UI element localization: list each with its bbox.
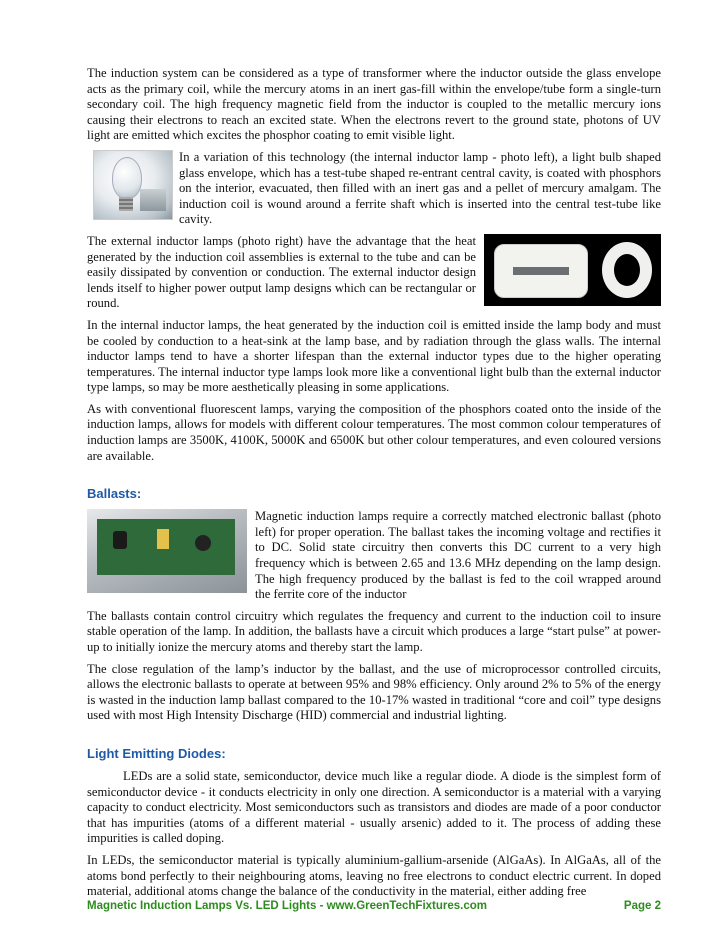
internal-inductor-lamp-photo xyxy=(93,150,173,220)
external-inductor-lamps-photo xyxy=(484,234,661,306)
page-content xyxy=(87,66,661,906)
heading-leds: Light Emitting Diodes: xyxy=(87,745,226,761)
bulb-base xyxy=(119,197,133,211)
page-footer xyxy=(87,900,661,912)
heading-ballasts: Ballasts: xyxy=(87,486,142,502)
footer-title: Magnetic Induction Lamps Vs. LED Lights - www.GreenTechFixtures.com xyxy=(87,900,488,912)
paragraph-internal-inductor: In a variation of this technology (the internal inductor lamp - photo left), a light bulb shaped glass envelope, which has a test-tube shaped re-entrant central cavity, is coated with phosphors on the interior, evacuated, then filled with an inert gas and a pellet of mercury amalgam. The induction coil is wound around a ferrite shaft which is inserted into the central test-tube like cavity. xyxy=(179,149,661,227)
paragraph-ballast-operation: Magnetic induction lamps require a correctly matched electronic ballast (photo left) for proper operation. The ballast takes the incoming voltage and rectifies it to DC. Solid state circuitry then converts this DC current to a very high frequency which is between 2.65 and 13.6 MHz depending on the lamp design. The high frequency produced by the ballast is fed to the coil wrapped around the ferrite core of the inductor xyxy=(255,509,661,602)
page-number: Page 2 xyxy=(623,900,661,912)
rectangular-lamp xyxy=(494,244,588,298)
paragraph-internal-heat: In the internal inductor lamps, the heat generated by the induction coil is emitted inside the lamp body and must be cooled by conduction to a heat-sink at the lamp base, and by radiation through the glass walls. The internal inductor lamps tend to have a shorter lifespan than the external inductor types due to the higher operating temperatures. The internal inductor type lamps look more like a conventional light bulb than the external inductor type lamps, so may be more aesthetically pleasing in some applications. xyxy=(87,317,661,395)
paragraph-led-semiconductor: In LEDs, the semiconductor material is typically aluminium-gallium-arsenide (AlGaAs). In AlGaAs, all of the atoms bond perfectly to their neighbouring atoms, leaving no free electrons to conduct electric current. In doped material, additional atoms change the balance of the conductivity in the material, either adding free xyxy=(87,852,661,899)
paragraph-induction-system: The induction system can be considered as a type of transformer where the inductor outside the glass envelope acts as the primary coil, while the mercury atoms in an inert gas-fill within the envelope/tube form a single-turn secondary coil. The high frequency magnetic field from the inductor is coupled to the metallic mercury ions causing their electrons to reach an excited state. When the electrons revert to the ground state, photons of UV light are emitted which excites the phosphor coating to emit visible light. xyxy=(87,66,661,143)
paragraph-led-intro: LEDs are a solid state, semiconductor, device much like a regular diode. A diode is the simplest form of semiconductor device - it conducts electricity in only one direction. A semiconductor is a material with a varying capacity to conduct electricity. Most semiconductors such as transistors and diodes are made of a poor conductor that has impurities (atoms of a different material - usually arsenic) added to it. The process of adding these impurities is called doping. xyxy=(87,768,661,846)
round-lamp xyxy=(602,242,652,298)
paragraph-ballast-control: The ballasts contain control circuitry which regulates the frequency and current to the induction coil to insure stable operation of the lamp. In addition, the ballasts have a circuit which produces a large “start pulse” at power-up to initially ionize the mercury atoms and thereby start the lamp. xyxy=(87,608,661,654)
paragraph-colour-temperatures: As with conventional fluorescent lamps, varying the composition of the phosphors coated onto the inside of the induction lamps, allows for models with different colour temperatures. The most common colour temperatures of induction lamps are 3500K, 4100K, 5000K and 6500K but other colour temperatures, and even coloured versions are available. xyxy=(87,401,661,463)
electronic-ballast-photo xyxy=(87,509,247,593)
paragraph-external-inductor: The external inductor lamps (photo right) have the advantage that the heat generated by the induction coil assemblies is external to the tube and can be easily dissipated by convention or conduction. The external inductor design lends itself to higher power output lamp designs which can be rectangular or round. xyxy=(87,233,476,311)
paragraph-ballast-efficiency: The close regulation of the lamp’s inductor by the ballast, and the use of microprocessor controlled circuits, allows the electronic ballasts to operate at between 95% and 98% efficiency. Only around 2% to 5% of the energy is wasted in the induction lamp ballast compared to the 10-17% wasted in traditional “core and coil” type designs used with most High Intensity Discharge (HID) commercial and industrial lighting. xyxy=(87,661,661,723)
ballast-box xyxy=(140,189,166,211)
bulb-glass xyxy=(112,157,142,199)
